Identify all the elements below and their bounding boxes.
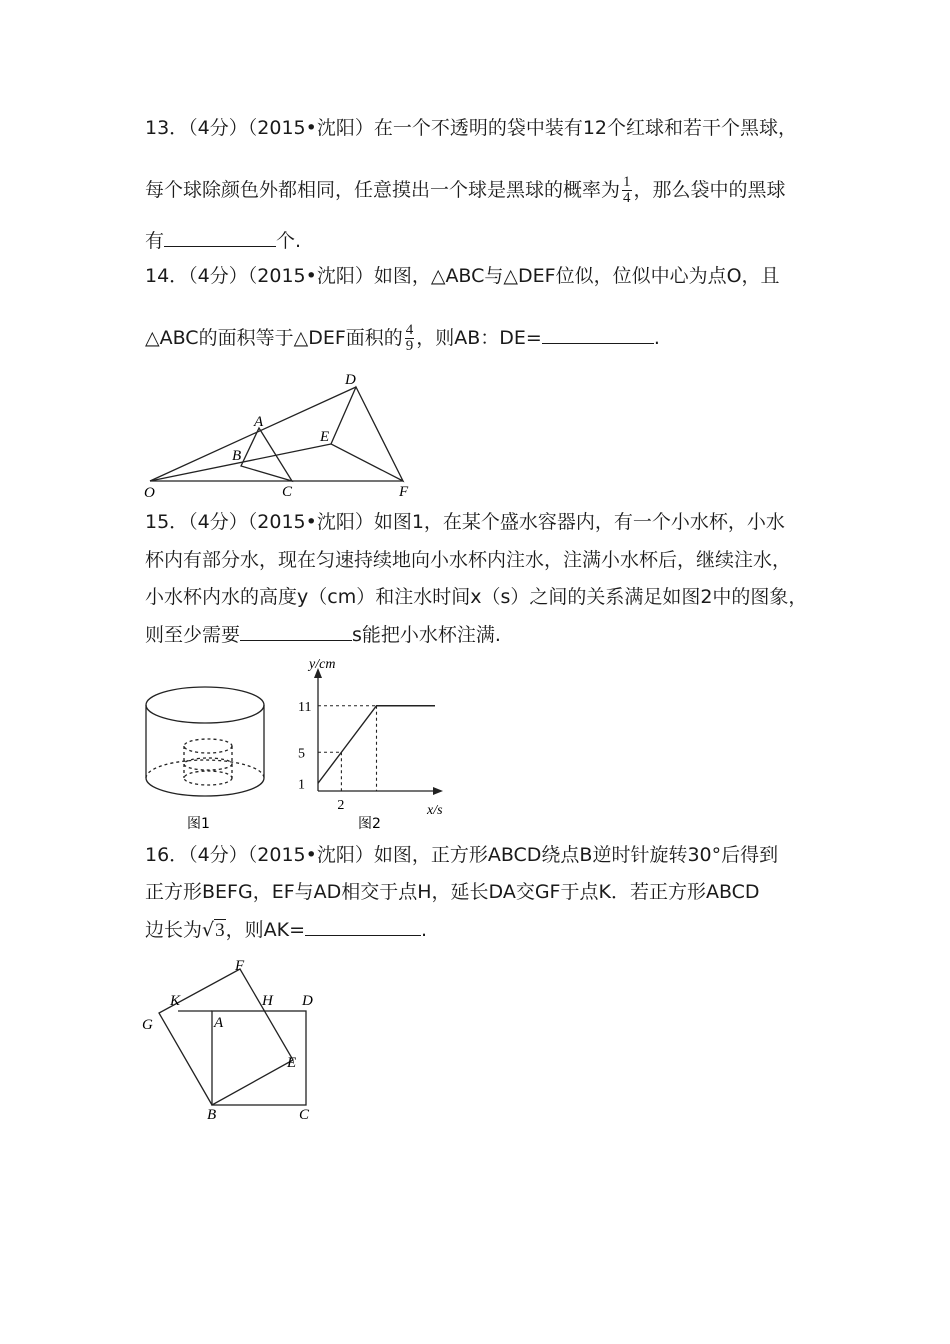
q16-text-a: 边长为	[145, 919, 203, 941]
x-axis-label: x/s	[427, 803, 443, 818]
label-F16: F	[235, 958, 245, 974]
q15-text-a: 则至少需要	[145, 624, 241, 646]
q14-frac-num: 4	[405, 322, 414, 338]
q14-line1: 14．（4分）（2015•沈阳）如图，△ABC与△DEF位似，位似中心为点O，且	[145, 265, 780, 287]
label-H: H	[262, 993, 273, 1009]
x-tick-label-2: 2	[337, 798, 345, 813]
y-tick-label-5: 5	[298, 746, 305, 762]
label-D16: D	[302, 993, 313, 1009]
label-G: G	[142, 1017, 153, 1033]
cup-top	[184, 739, 232, 753]
q13-text-c: 有	[145, 230, 165, 252]
label-K: K	[170, 993, 181, 1009]
cup-bottom	[184, 771, 232, 785]
q13-frac-num: 1	[623, 174, 631, 190]
label-A: A	[254, 414, 264, 430]
q13-frac-den: 4	[623, 190, 631, 206]
q16-sqrt	[202, 916, 226, 945]
q16-line3	[145, 915, 427, 945]
label-B16: B	[207, 1107, 217, 1123]
q15-answer-blank[interactable]	[240, 620, 352, 641]
q15-text-b: s能把小水杯注满.	[352, 624, 501, 646]
q14-line2	[145, 323, 660, 354]
label-B: B	[232, 448, 242, 464]
label-O: O	[144, 485, 155, 501]
q16-answer-blank[interactable]	[305, 915, 421, 936]
fig1-caption: 图1	[187, 816, 210, 832]
sqrt-sign: √	[202, 919, 215, 941]
q14-answer-blank[interactable]	[542, 323, 654, 344]
y-tick-label-1: 1	[298, 777, 305, 793]
label-F: F	[399, 484, 409, 500]
q13-text-b: ，那么袋中的黑球	[633, 179, 786, 201]
q14-frac-den: 9	[405, 338, 414, 354]
q13-line1: 13．（4分）（2015•沈阳）在一个不透明的袋中装有12个红球和若干个黑球，	[145, 117, 798, 139]
label-A16: A	[214, 1015, 224, 1031]
sqrt-radicand: 3	[215, 920, 225, 941]
label-D: D	[345, 372, 356, 388]
square-BEFG	[159, 969, 293, 1105]
q13-line2	[145, 175, 786, 206]
q13-fraction	[622, 175, 632, 206]
container-bottom-back	[146, 760, 264, 778]
q16-text-b: ，则AK=	[225, 919, 306, 941]
container-bottom-front	[146, 778, 264, 796]
q13-text-d: 个.	[276, 230, 302, 252]
q15-line1: 15．（4分）（2015•沈阳）如图1，在某个盛水容器内，有一个小水杯，小水	[145, 511, 785, 533]
x-axis-arrow	[433, 787, 443, 795]
y-tick-label-11: 11	[298, 699, 312, 715]
q14-text-c: .	[653, 327, 660, 349]
q16-text-c: .	[421, 919, 428, 941]
label-C: C	[282, 484, 293, 500]
container-top	[146, 687, 264, 723]
y-axis-label: y/cm	[309, 657, 336, 672]
q14-fraction	[405, 323, 415, 354]
q15-figure1	[140, 680, 272, 836]
label-E: E	[320, 429, 330, 445]
q14-text-b: ，则AB：DE=	[416, 327, 542, 349]
fig2-caption: 图2	[358, 816, 381, 832]
q16-figure	[138, 955, 328, 1127]
q15-line2: 杯内有部分水，现在匀速持续地向小水杯内注水，注满小水杯后，继续注水，	[145, 549, 792, 571]
q15-line3: 小水杯内水的高度y（cm）和注水时间x（s）之间的关系满足如图2中的图象，	[145, 586, 808, 608]
triangle-DEF	[331, 387, 403, 481]
q16-line1: 16．（4分）（2015•沈阳）如图，正方形ABCD绕点B逆时针旋转30°后得到	[145, 844, 779, 866]
q15-line4	[145, 620, 501, 649]
q15-chart	[285, 650, 465, 836]
q13-answer-blank[interactable]	[164, 226, 276, 247]
label-C16: C	[299, 1107, 310, 1123]
q14-text-a: △ABC的面积等于△DEF面积的	[145, 327, 403, 349]
q16-line2: 正方形BEFG，EF与AD相交于点H，延长DA交GF于点K．若正方形ABCD	[145, 881, 760, 903]
q14-figure	[138, 368, 428, 503]
label-E16: E	[287, 1055, 297, 1071]
q13-line3	[145, 226, 301, 255]
q13-text-a: 每个球除颜色外都相同，任意摸出一个球是黑球的概率为	[145, 179, 621, 201]
